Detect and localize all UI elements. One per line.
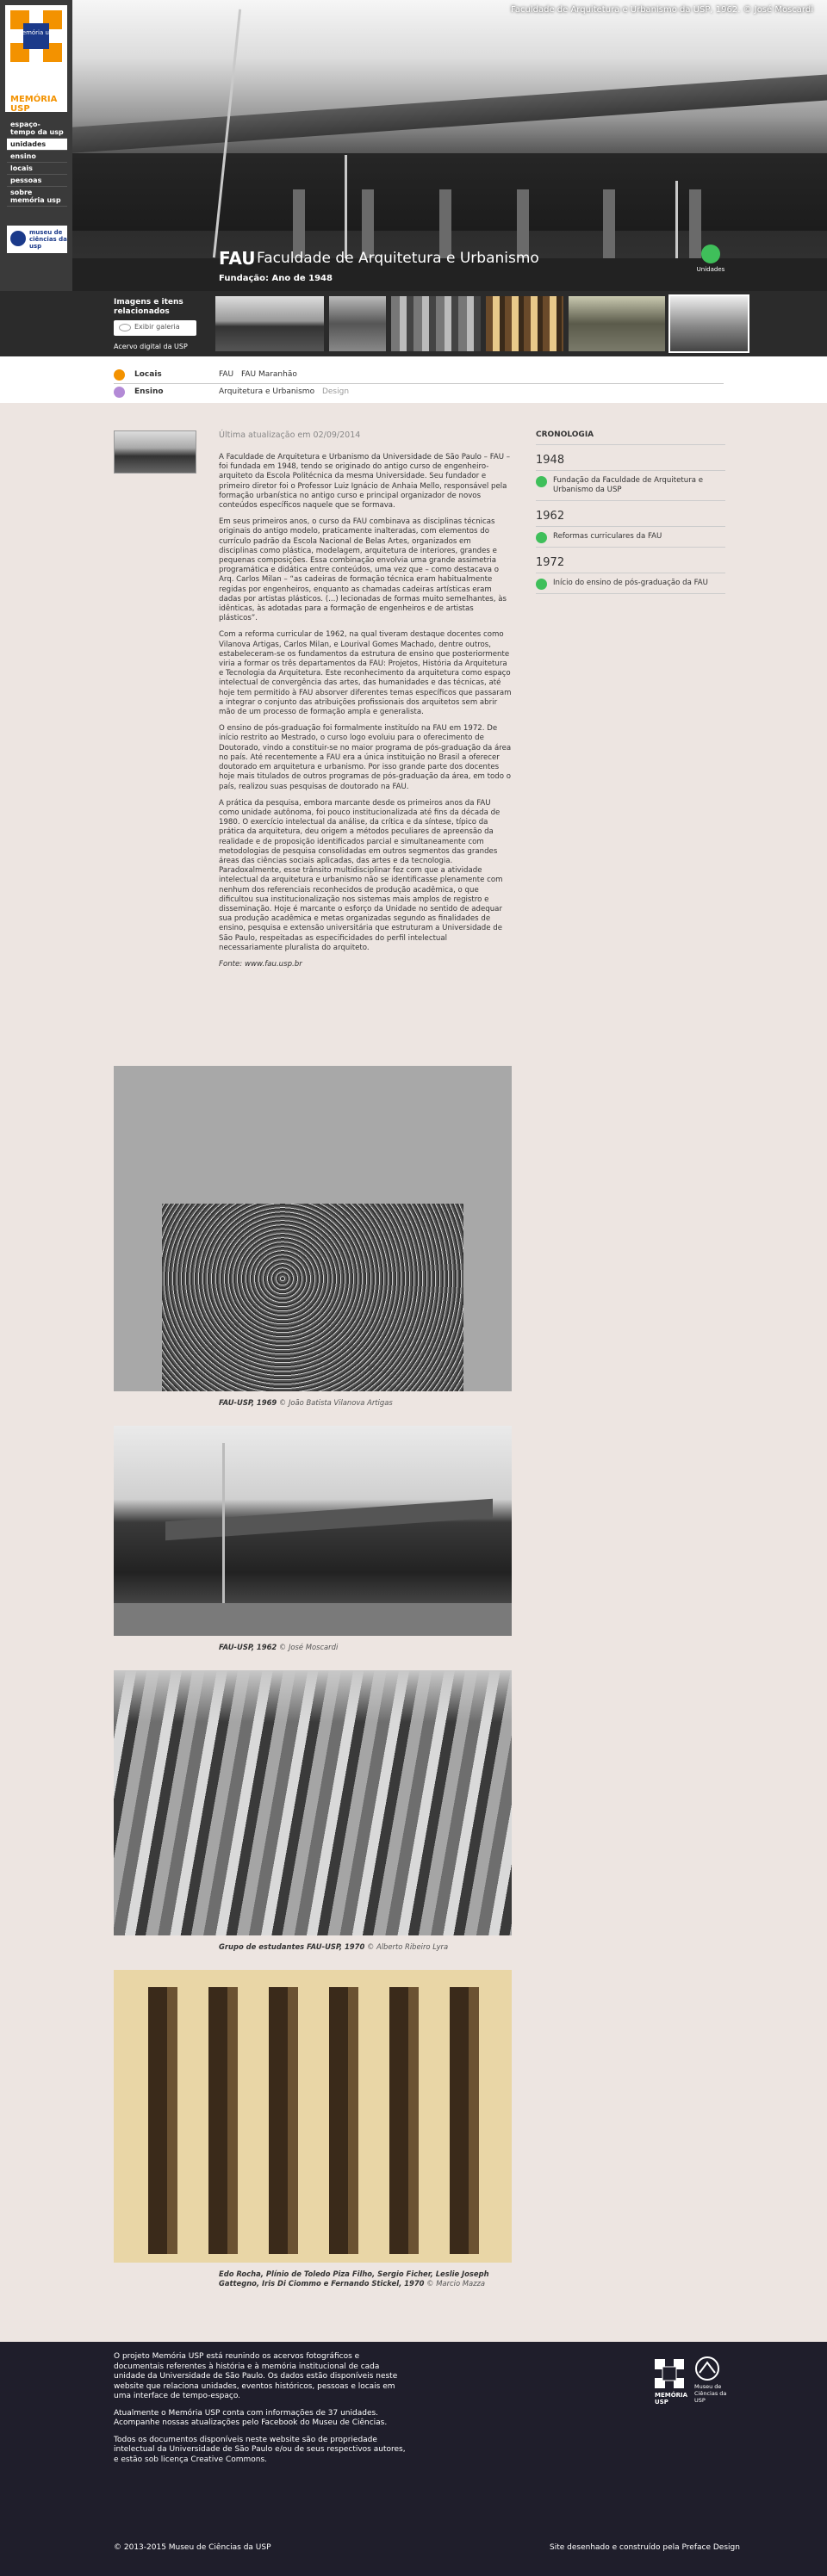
locais-icon [114, 369, 125, 381]
locais-link-fau-maranhao[interactable]: FAU Maranhão [240, 370, 297, 379]
sidebar-item-ensino[interactable]: ensino [7, 151, 67, 163]
copyright: © 2013-2015 Museu de Ciências da USP [114, 2543, 271, 2552]
sidebar-item-espaco-tempo[interactable]: espaço-tempo da usp [7, 119, 67, 139]
photo-frame[interactable] [114, 1426, 512, 1636]
source [219, 960, 512, 969]
locais-label: Locais [134, 370, 162, 379]
memoria-usp-logo[interactable] [5, 5, 67, 112]
photo-caption [114, 2269, 512, 2288]
footer-logo-text-2: Museu de Ciências da USP [694, 2383, 727, 2404]
crono-event[interactable] [536, 573, 725, 594]
creative-commons-link[interactable]: Creative Commons [190, 2455, 265, 2464]
photo-frame[interactable] [114, 1670, 512, 1935]
cronologia-title: CRONOLOGIA [536, 430, 725, 445]
gallery-thumb-active[interactable] [670, 296, 748, 351]
museu-footer-icon [694, 2356, 720, 2381]
paragraph: O ensino de pós-graduação foi formalmente instituído na FAU em 1972. De início restrito ao Mestrado, o curso logo evoluiu para o oferecimento de Doutorado, vindo a constituir-se no maior programa de pós-graduação da área no país. Até recentemente a FAU era a única instituição no Brasil a oferecer doutorado em arquitetura e urbanismo. Por isso grande parte dos docentes hoje mais titulados de outros programas de pós-graduação da área, em todo o país, realizou suas pesquisas de doutorado na FAU. [219, 724, 512, 791]
footer-logos [655, 2352, 729, 2404]
last-update: Última atualização em 02/09/2014 [219, 430, 361, 440]
unidades-icon [701, 245, 720, 263]
sidebar [0, 0, 72, 291]
paragraph: Com a reforma curricular de 1962, na qual tiveram destaque docentes como Vilanova Artigas, Carlos Milan, e Lourival Gomes Machado, dentre outros, estabeleceram-se os fundamentos da estrutura de ensino que posteriormente viria a formar os três departamentos da FAU: Projetos, História da Arquitetura e Tecnologia da Arquitetura. Este reconhecimento da arquitetura como espaço intelectual de convergência das artes, das humanidades e das técnicas, até hoje tem permitido à FAU absorver diferentes temas específicos que passaram a integrar o conjunto das atribuições profissionais dos arquitetos sem abrir mão de um processo de formação ampla e generalista. [219, 630, 512, 717]
photo-credit: © José Moscardi [278, 1643, 339, 1651]
show-gallery-label: Exibir galeria [134, 323, 180, 331]
photo-frame[interactable] [114, 1970, 512, 2263]
gallery-label: Imagens e itens relacionados [114, 298, 183, 316]
ensino-values [219, 387, 349, 396]
photo-frame[interactable] [114, 1066, 512, 1391]
ensino-label: Ensino [134, 387, 164, 396]
designed-by [550, 2543, 740, 2552]
photo-item [114, 1670, 512, 1952]
paragraph: Em seus primeiros anos, o curso da FAU combinava as disciplinas técnicas originais do antigo modelo, praticamente inalteradas, com elementos do currículo padrão da Escola Nacional de Belas Artes, organizados em disciplinas como plástica, modelagem, arquitetura de interiores, grandes e pequenas composições. Essa combinação envolvia uma grande assimetria programática e didática entre conteúdos, uma vez que – como destacava o Arq. Carlos Milan – “as cadeiras de formação técnica eram habitualmente regidas por engenheiros, enquanto as chamadas cadeiras artísticas eram dadas por artistas plásticos. (...) lecionadas de formas muito semelhantes, às idênticas, às adotadas para a formação de engenheiros e de artistas plásticos”. [219, 517, 507, 623]
unit-name: Faculdade de Arquitetura e Urbanismo [257, 250, 539, 267]
memoria-usp-logo-icon [10, 10, 62, 62]
event-icon [536, 532, 547, 543]
svg-text:memória usp: memória usp [16, 29, 57, 36]
eye-icon [119, 324, 131, 331]
title-band [72, 239, 827, 291]
sidebar-nav [7, 119, 67, 207]
source-link[interactable]: www.fau.usp.br [244, 959, 302, 969]
crono-year: 1948 [536, 454, 725, 471]
logo-text: MEMÓRIA USP [10, 95, 58, 114]
memoria-usp-footer-icon [655, 2359, 684, 2388]
museu-logo-icon [10, 231, 26, 246]
paragraph: A Faculdade de Arquitetura e Urbanismo da Universidade de São Paulo – FAU – foi fundada em 1948, tendo se originado do antigo curso de engenheiro-arquiteto da Escola Politécnica da mesma Universidade. Seu fundador e primeiro diretor foi o Professor Luiz Ignácio de Anhaia Mello, responsável pela formação urbanística no antigo curso e principal organizador de novos conteúdos específicos naquele que se formava. [219, 453, 511, 511]
photo-credit: © João Batista Vilanova Artigas [278, 1398, 393, 1407]
crono-event-text: Fundação da Faculdade de Arquitetura e Urbanismo da USP [553, 476, 704, 494]
photo-title: Edo Rocha, Plínio de Toledo Piza Filho, Sergio Ficher, Leslie Joseph Gattegno, Iris Di Ciommo e Fernando Stickel, 1970 [219, 2269, 489, 2288]
footer-text-span: Todos os documentos disponíveis neste website são de propriedade intelectual da Universidade de São Paulo e/ou de seus respectivos autores, e estão sob licença [114, 2435, 406, 2464]
photo-item [114, 1066, 512, 1408]
designed-by-text: Site desenhado e construído pela [550, 2543, 680, 2552]
gallery-thumb[interactable] [215, 296, 324, 351]
source-label: Fonte: [219, 959, 243, 969]
text-block [219, 453, 512, 969]
gallery-thumb[interactable] [329, 296, 386, 351]
museu-ciencias-logo[interactable] [7, 226, 67, 253]
crono-event[interactable] [536, 527, 725, 548]
sidebar-item-locais[interactable]: locais [7, 163, 67, 175]
acervo-digital-link[interactable]: Acervo digital da USP [114, 343, 188, 350]
photo-caption [114, 1398, 512, 1408]
unit-abbreviation: FAU [219, 248, 256, 269]
crono-event-text: Início do ensino de pós-graduação da FAU [553, 579, 708, 587]
unidades-label: Unidades [696, 266, 725, 273]
sidebar-item-unidades[interactable]: unidades [7, 139, 67, 151]
event-icon [536, 476, 547, 487]
cronologia [536, 430, 725, 594]
photo-title: FAU-USP, 1969 [219, 1398, 277, 1407]
footer [0, 2342, 827, 2576]
footer-text-span: Atualmente o Memória USP conta com informações de 37 unidades. Acompanhe nossas atualizações pelo [114, 2408, 379, 2427]
preface-design-link[interactable]: Preface Design [681, 2543, 740, 2552]
photo-credit: © Marcio Mazza [426, 2279, 486, 2288]
ensino-design: Design [321, 387, 350, 396]
footer-text [114, 2352, 407, 2472]
locais-row [114, 367, 724, 384]
footer-paragraph: Atualmente o Memória USP conta com informações de 37 unidades. Acompanhe nossas atualizações pelo Facebook do Museu de Ciências. [114, 2408, 388, 2427]
unidades-button[interactable] [696, 245, 725, 273]
crono-year: 1962 [536, 510, 725, 527]
photo-item [114, 1426, 512, 1652]
gallery-thumb[interactable] [391, 296, 481, 351]
locais-link-fau[interactable]: FAU [219, 370, 234, 379]
photo-caption [114, 1942, 512, 1952]
crono-year: 1972 [536, 556, 725, 573]
ensino-row [114, 384, 724, 401]
gallery-thumb[interactable] [569, 296, 665, 351]
photo-caption [114, 1643, 512, 1652]
event-icon [536, 579, 547, 590]
photo-title: Grupo de estudantes FAU-USP, 1970 [219, 1942, 365, 1951]
info-bar [0, 356, 827, 403]
locais-values [219, 370, 302, 379]
main-thumbnail [114, 430, 196, 474]
photo-credit: © Alberto Ribeiro Lyra [366, 1942, 449, 1951]
photo-image [162, 1066, 463, 1391]
photo-title: FAU-USP, 1962 [219, 1643, 277, 1651]
hero-building-roof [69, 74, 827, 153]
hero-credit: Faculdade de Arquitetura e Urbanismo da USP, 1962. © José Moscardi [511, 5, 813, 15]
crono-event-text: Reformas curriculares da FAU [553, 532, 662, 541]
crono-event[interactable] [536, 471, 725, 501]
paragraph: A prática da pesquisa, embora marcante desde os primeiros anos da FAU como unidade autônoma, foi pouco institucionalizada até fins da década de 1980. O exercício intelectual da análise, da crítica e da síntese, típico da prática da arquitetura, deu origem a métodos peculiares de apreensão da realidade e de proposição identificados parcial e simultaneamente com metodologias de pesquisa consolidadas em outros segmentos das grandes áreas das ciências sociais aplicadas, das artes e da tecnologia. Paradoxalmente, esse trânsito multidisciplinar fez com que a atividade intelectual da arquitetura e urbanismo não se identificasse plenamente com nenhum dos referenciais reconhecidos de produção acadêmica, o que dificultou sua institucionalização nos sistemas mais amplos de registro e disseminação. Hoje é marcante o esforço da Unidade no sentido de adequar sua produção acadêmica e metas organizadas segundo as finalidades de ensino, pesquisa e extensão universitária que estruturam a Universidade de São Paulo, respeitadas as especificidades do perfil intelectual necessariamente pluralista do arquiteto. [219, 798, 503, 952]
facebook-link[interactable]: Facebook do Museu de Ciências [261, 2418, 385, 2427]
footer-logo-text-1: MEMÓRIA USP [655, 2392, 688, 2406]
photo-item [114, 1970, 512, 2288]
footer-paragraph: O projeto Memória USP está reunindo os acervos fotográficos e documentais referentes à história e à memória institucional de cada unidade da Universidade de São Paulo. Os dados estão disponíveis neste website que relaciona unidades, eventos históricos, pessoas e locais em uma interface de tempo-espaço. [114, 2352, 398, 2400]
unit-foundation: Fundação: Ano de 1948 [219, 274, 333, 283]
gallery-thumb[interactable] [486, 296, 563, 351]
sidebar-item-pessoas[interactable]: pessoas [7, 175, 67, 187]
museu-logo-text: museu de ciências da usp [29, 229, 67, 250]
ensino-icon [114, 387, 125, 398]
ensino-link-arquitetura[interactable]: Arquitetura e Urbanismo [219, 387, 315, 396]
show-gallery-button[interactable] [114, 320, 196, 336]
sidebar-item-sobre[interactable]: sobre memória usp [7, 187, 67, 207]
footer-paragraph: Todos os documentos disponíveis neste website são de propriedade intelectual da Universidade de São Paulo e/ou de seus respectivos autores, e estão sob licença Creative Commons. [114, 2435, 406, 2464]
gallery-strip [0, 291, 827, 356]
